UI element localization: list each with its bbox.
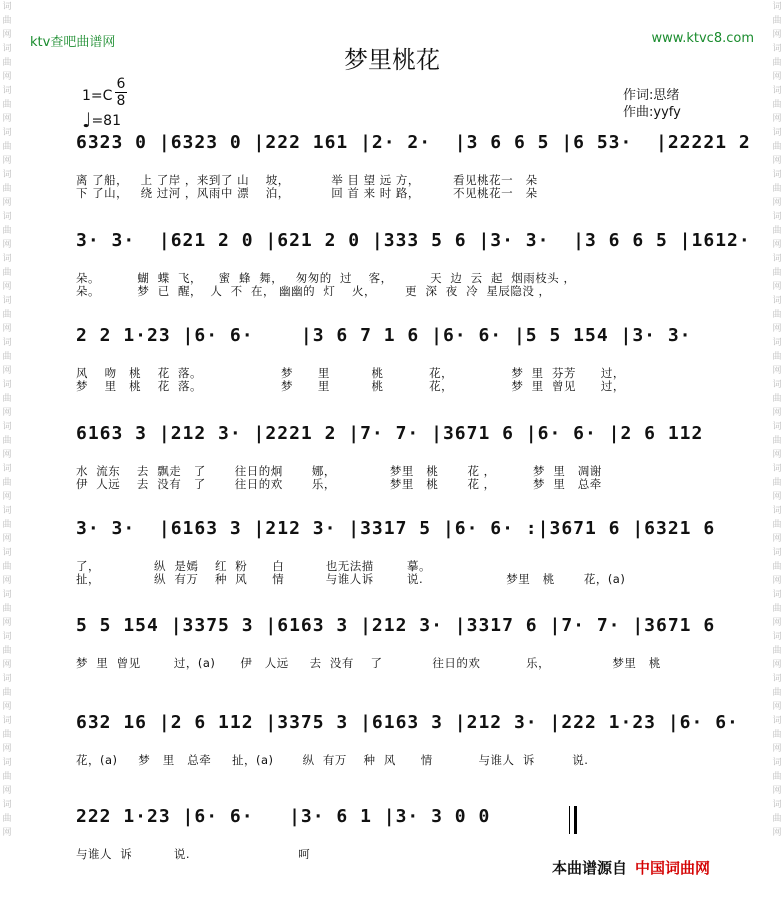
left-watermark-strip: 词 曲 网 词 曲 网 词 曲 网 词 曲 网 词 曲 网 词 曲 网 词 曲 网 词 曲 网 词 曲 网 词 曲 网 词 曲 网 词 曲 网 词 曲 网 词 曲 网 词 曲 网 词 曲 网 词 曲 网 词 曲 网 词 曲 网 词 曲 网	[2, 2, 12, 838]
lyrics-verse1-line-6: 梦 里 曾见 过，(a) 伊 人远 去 没有 了 往日的欢 乐， 梦里 桃	[76, 656, 661, 670]
time-signature-top: 6	[116, 76, 126, 92]
notation-line-7: 632 16 |2 6 112 |3375 3 |6163 3 |212 3· |222 1·23 |6· 6·	[76, 712, 739, 733]
footer-credit	[552, 857, 710, 878]
final-barline-thin	[569, 806, 570, 834]
notation-line-3: 2 2 1·23 |6· 6· |3 6 7 1 6 |6· 6· |5 5 154 |3· 3·	[76, 325, 692, 346]
lyrics-verse2-line-4: 伊 人远 去 没有 了 往日的欢 乐， 梦里 桃 花 ， 梦 里 总牵	[76, 477, 602, 491]
footer-source-label: 本曲谱源自	[552, 859, 628, 877]
notation-line-1: 6323 0 |6323 0 |222 161 |2· 2· |3 6 6 5 |6 53· |22221 2	[76, 132, 751, 153]
lyrics-verse1-line-4: 水 流东 去 飘走 了 往日的炯 娜， 梦里 桃 花 ， 梦 里 凋谢	[76, 464, 602, 478]
lyrics-verse1-line-8: 与谁人 诉 说. 呵	[76, 847, 311, 861]
notation-line-5: 3· 3· |6163 3 |212 3· |3317 5 |6· 6· :|3671 6 |6321 6	[76, 518, 716, 539]
lyrics-verse1-line-3: 风 吻 桃 花 落。 梦 里 桃 花， 梦 里 芬芳 过，	[76, 366, 625, 380]
right-watermark-strip: 词 曲 网 词 曲 网 词 曲 网 词 曲 网 词 曲 网 词 曲 网 词 曲 网 词 曲 网 词 曲 网 词 曲 网 词 曲 网 词 曲 网 词 曲 网 词 曲 网 词 曲 网 词 曲 网 词 曲 网 词 曲 网 词 曲 网 词 曲 网	[772, 2, 782, 838]
lyricist-credit: 作词:思绪	[623, 88, 680, 103]
notation-line-6: 5 5 154 |3375 3 |6163 3 |212 3· |3317 6 |7· 7· |3671 6	[76, 615, 716, 636]
notation-line-2: 3· 3· |621 2 0 |621 2 0 |333 5 6 |3· 3· |3 6 6 5 |1612·	[76, 230, 751, 251]
lyrics-verse1-line-2: 朵。 蝴 蝶 飞， 蜜 蜂 舞， 匆匆的 过 客， 天 边 云 起 烟雨枝头 ，	[76, 271, 576, 285]
time-signature	[115, 76, 127, 109]
quarter-note-icon: ♩	[82, 108, 92, 132]
site-url-right: www.ktvc8.com	[651, 31, 754, 46]
notation-line-4: 6163 3 |212 3· |2221 2 |7· 7· |3671 6 |6· 6· |2 6 112	[76, 423, 704, 444]
footer-site-name: 中国词曲网	[635, 859, 711, 877]
lyrics-verse1-line-5: 了， 纵 是嫣 红 粉 白 也无法描 摹。	[76, 559, 431, 573]
lyrics-verse2-line-5: 扯， 纵 有万 种 风 情 与谁人诉 说. 梦里 桃 花，(a)	[76, 572, 626, 586]
song-title: 梦里桃花	[344, 46, 440, 74]
key-signature: 1=C	[82, 88, 113, 104]
lyrics-verse2-line-3: 梦 里 桃 花 落。 梦 里 桃 花， 梦 里 曾见 过，	[76, 379, 625, 393]
notation-line-8: 222 1·23 |6· 6· |3· 6 1 |3· 3 0 0	[76, 806, 491, 827]
final-barline-thick	[574, 806, 577, 834]
tempo-marking	[82, 108, 121, 132]
lyrics-verse1-line-1: 离 了船， 上 了岸 ，来到了 山 坡， 举 目 望 远 方， 看见桃花一 朵	[76, 173, 538, 187]
lyrics-verse2-line-1: 下 了山， 绕 过河 ，风雨中 漂 泊， 回 首 来 时 路， 不见桃花一 朵	[76, 186, 538, 200]
lyrics-verse1-line-7: 花，(a) 梦 里 总牵 扯，(a) 纵 有万 种 风 情 与谁人 诉 说.	[76, 753, 589, 767]
composer-credit: 作曲:yyfy	[623, 105, 681, 120]
lyrics-verse2-line-2: 朵。 梦 已 醒， 人 不 在， 幽幽的 灯 火， 更 深 夜 冷 星辰隐没 ，	[76, 284, 551, 298]
time-signature-bottom: 8	[116, 93, 126, 109]
site-name-left: ktv查吧曲谱网	[30, 35, 116, 50]
tempo-value: =81	[91, 113, 121, 129]
